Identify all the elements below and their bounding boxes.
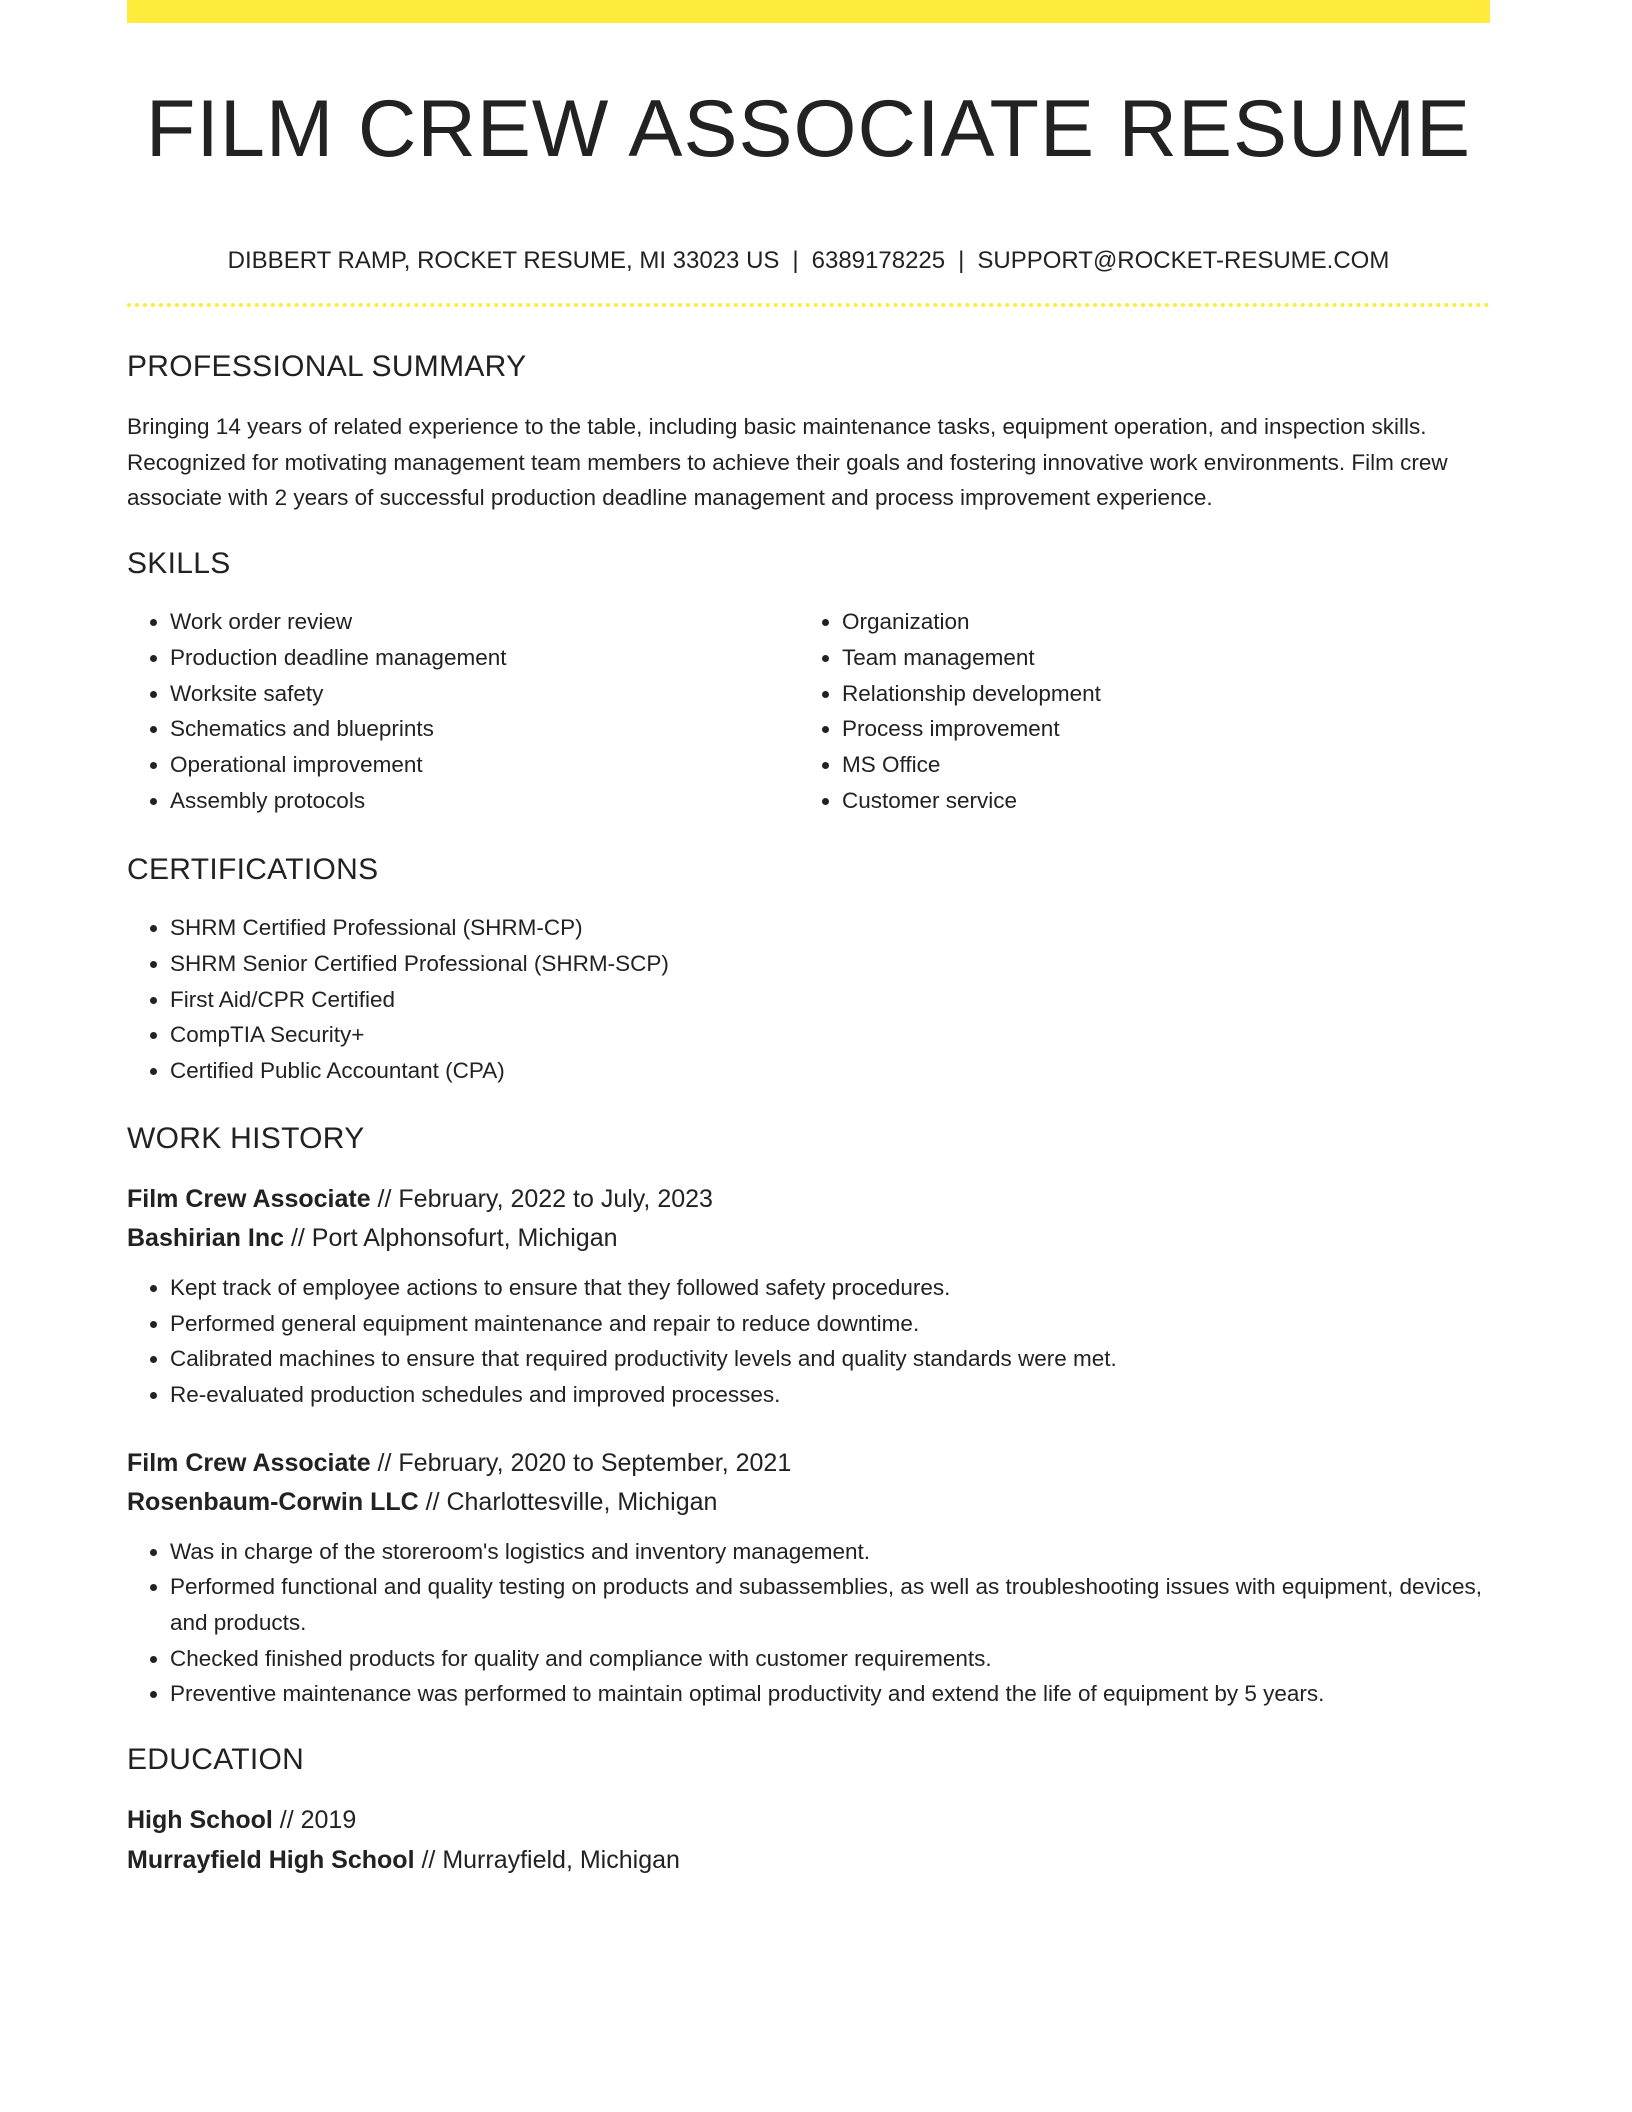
contact-separator: |: [958, 247, 965, 274]
skill-item: • Assembly protocols: [170, 783, 799, 819]
skill-item: • MS Office: [842, 747, 1471, 783]
job-dates: // February, 2022 to July, 2023: [370, 1184, 713, 1213]
education-location: // Murrayfield, Michigan: [414, 1846, 680, 1875]
skill-item: • Work order review: [170, 604, 799, 640]
job-bullet: • Re-evaluated production schedules and improved processes.: [170, 1377, 1490, 1413]
resume-content: [127, 0, 1490, 1876]
education-degree: High School: [127, 1806, 273, 1835]
job-location: // Charlottesville, Michigan: [418, 1487, 718, 1516]
skills-column-right: [799, 604, 1471, 818]
job-company-line: [127, 1486, 1490, 1518]
contact-separator: |: [792, 247, 799, 274]
section-heading-skills: SKILLS: [127, 547, 231, 581]
job-company: Rosenbaum-Corwin LLC: [127, 1487, 419, 1516]
job-bullet: • Checked finished products for quality and compliance with customer requirements.: [170, 1641, 1490, 1677]
job-bullet: • Calibrated machines to ensure that required productivity levels and quality standards were met.: [170, 1341, 1490, 1377]
contact-address: DIBBERT RAMP, ROCKET RESUME, MI 33023 US: [227, 247, 780, 274]
education-school: Murrayfield High School: [127, 1846, 415, 1875]
contact-line: [127, 246, 1490, 276]
summary-text: Bringing 14 years of related experience to the table, including basic maintenance tasks, equipment operation, and inspection skills. Recognized for motivating management team members to achieve their goals and fostering innovative work environments. Film crew associate with 2 years of successful production deadline management and process improvement experience.: [127, 414, 1448, 511]
job-title-line: [127, 1183, 1490, 1215]
job-location: // Port Alphonsofurt, Michigan: [284, 1223, 618, 1252]
skill-item: • Schematics and blueprints: [170, 711, 799, 747]
contact-phone: 6389178225: [811, 247, 946, 274]
job-company: Bashirian Inc: [127, 1223, 284, 1252]
certifications-list: [127, 910, 1490, 1089]
resume-title: FILM CREW ASSOCIATE RESUME: [145, 84, 1472, 174]
skills-list-right: [799, 604, 1471, 818]
job-bullet: • Kept track of employee actions to ensure that they followed safety procedures.: [170, 1270, 1490, 1306]
section-heading-summary: PROFESSIONAL SUMMARY: [127, 350, 527, 383]
job-dates: // February, 2020 to September, 2021: [370, 1448, 792, 1477]
certification-item: • First Aid/CPR Certified: [170, 982, 1490, 1018]
skills-column-left: [127, 604, 799, 818]
section-heading-education: EDUCATION: [127, 1743, 305, 1777]
skill-item: • Team management: [842, 640, 1471, 676]
education-degree-line: [127, 1804, 1490, 1836]
education-year: // 2019: [272, 1806, 357, 1835]
job-company-line: [127, 1222, 1490, 1254]
job-title: Film Crew Associate: [127, 1184, 371, 1213]
job-bullets: [127, 1270, 1490, 1413]
section-heading-certifications: CERTIFICATIONS: [127, 853, 379, 887]
dotted-divider: [127, 303, 1490, 307]
skill-item: • Worksite safety: [170, 676, 799, 712]
job-title-line: [127, 1447, 1490, 1479]
education-school-line: [127, 1844, 1490, 1876]
section-heading-work-history: WORK HISTORY: [127, 1121, 365, 1155]
skills-grid: [127, 604, 1490, 818]
contact-email: SUPPORT@ROCKET-RESUME.COM: [977, 247, 1390, 274]
skill-item: • Operational improvement: [170, 747, 799, 783]
job-bullet: • Preventive maintenance was performed to maintain optimal productivity and extend the life of equipment by 5 years.: [170, 1676, 1490, 1712]
job-bullet: • Was in charge of the storeroom's logistics and inventory management.: [170, 1534, 1490, 1570]
job-bullet: • Performed general equipment maintenance and repair to reduce downtime.: [170, 1306, 1490, 1342]
certification-item: • SHRM Certified Professional (SHRM-CP): [170, 910, 1490, 946]
job-bullet: • Performed functional and quality testing on products and subassemblies, as well as troubleshooting issues with equipment, devices, and products.: [170, 1569, 1490, 1640]
certification-item: • SHRM Senior Certified Professional (SHRM-SCP): [170, 946, 1490, 982]
certification-item: • Certified Public Accountant (CPA): [170, 1053, 1490, 1089]
skills-list-left: [127, 604, 799, 818]
job-bullets: [127, 1534, 1490, 1713]
job-title: Film Crew Associate: [127, 1448, 371, 1477]
skill-item: • Organization: [842, 604, 1471, 640]
skill-item: • Production deadline management: [170, 640, 799, 676]
skill-item: • Process improvement: [842, 711, 1471, 747]
skill-item: • Customer service: [842, 783, 1471, 819]
certification-item: • CompTIA Security+: [170, 1017, 1490, 1053]
skill-item: • Relationship development: [842, 676, 1471, 712]
